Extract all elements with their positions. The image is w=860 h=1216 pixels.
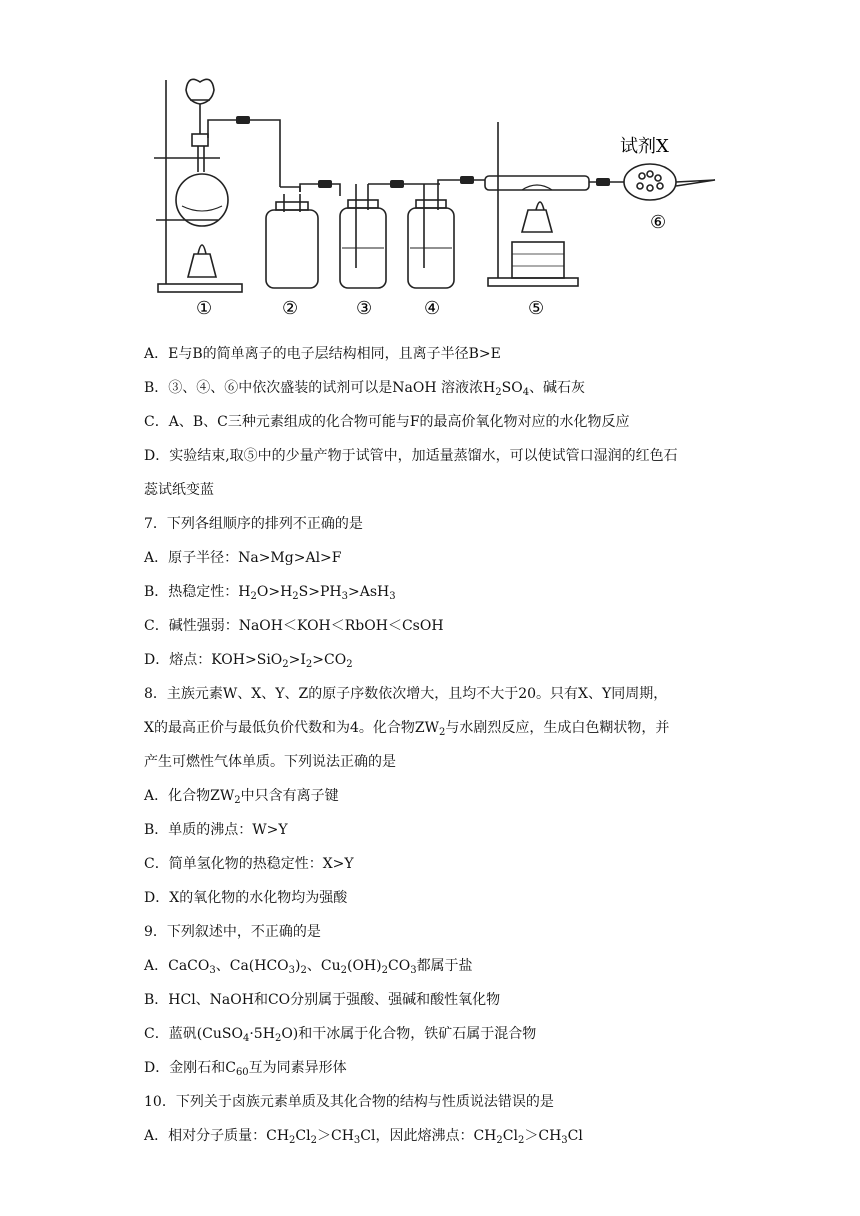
text-span: 7．下列各组顺序的排列不正确的是: [144, 516, 363, 532]
label-4: ④: [424, 298, 441, 319]
label-5: ⑤: [528, 298, 545, 319]
text-line-q7a: [144, 548, 734, 568]
text-line-q6c: [144, 412, 734, 432]
subscript: 2: [305, 659, 313, 670]
label-1: ①: [196, 298, 213, 319]
subscript: 2: [282, 659, 289, 670]
text-span: CO: [387, 958, 411, 974]
subscript: 3: [288, 965, 296, 976]
subscript: 3: [389, 591, 396, 602]
text-line-q8d: [144, 786, 734, 806]
text-span: O)和干冰属于化合物，铁矿石属于混合物: [281, 1026, 537, 1042]
text-span: Cl，因此熔沸点：CH: [360, 1128, 497, 1144]
text-line-q7: [144, 514, 734, 534]
text-line-q8f: [144, 854, 734, 874]
text-span: X的最高正价与最低负价代数和为4。化合物ZW: [144, 720, 439, 736]
text-line-q9: [144, 922, 734, 942]
subscript: 3: [209, 965, 216, 976]
subscript: 2: [292, 591, 299, 602]
text-line-q7c: [144, 616, 734, 636]
text-span: >I: [288, 652, 306, 668]
subscript: 60: [235, 1067, 249, 1078]
label-6: ⑥: [650, 212, 667, 233]
text-span: 互为同素异形体: [248, 1060, 347, 1076]
text-line-q6b: [144, 378, 734, 398]
text-span: B．热稳定性：H: [144, 584, 251, 600]
subscript: 2: [496, 1135, 503, 1146]
text-span: C．简单氢化物的热稳定性：X>Y: [144, 856, 354, 872]
text-span: Cl: [502, 1128, 518, 1144]
text-line-q8: [144, 684, 734, 704]
text-span: C．碱性强弱：NaOH＜KOH＜RbOH＜CsOH: [144, 618, 444, 634]
text-span: >CO: [312, 652, 347, 668]
text-span: Cl: [295, 1128, 311, 1144]
subscript: 2: [289, 1135, 296, 1146]
text-span: A．CaCO: [144, 958, 210, 974]
text-line-q8g: [144, 888, 734, 908]
text-span: 、碱石灰: [529, 380, 586, 396]
text-span: A．原子半径：Na>Mg>Al>F: [144, 550, 342, 566]
text-span: SO: [501, 380, 523, 396]
apparatus-2: [266, 184, 340, 288]
text-line-q7d: [144, 650, 734, 670]
text-span: C．A、B、C三种元素组成的化合物可能与F的最高价氧化物对应的水化物反应: [144, 414, 630, 430]
text-line-q9c: [144, 1024, 734, 1044]
text-span: B．HCl、NaOH和CO分别属于强酸、强碱和酸性氧化物: [144, 992, 501, 1008]
subscript: 2: [250, 591, 257, 602]
subscript: 2: [439, 727, 446, 738]
subscript: 2: [300, 965, 307, 976]
text-span: 都属于盐: [416, 958, 473, 974]
text-span: ): [295, 958, 301, 974]
subscript: 2: [340, 965, 347, 976]
text-span: ＞CH: [316, 1128, 354, 1144]
text-line-q7b: [144, 582, 734, 602]
text-span: 10．下列关于卤族元素单质及其化合物的结构与性质说法错误的是: [144, 1094, 554, 1110]
subscript: 2: [517, 1135, 525, 1146]
subscript: 4: [522, 387, 530, 398]
subscript: 2: [346, 659, 353, 670]
subscript: 2: [495, 387, 502, 398]
subscript: 2: [234, 795, 241, 806]
reagent-x-label: 试剂X: [620, 136, 669, 157]
text-span: D．实验结束,取⑤中的少量产物于试管中，加适量蒸馏水，可以使试管口湿润的红色石: [144, 448, 678, 464]
text-span: A．化合物ZW: [144, 788, 235, 804]
apparatus-6: [624, 164, 715, 200]
subscript: 3: [353, 1135, 361, 1146]
text-line-q6a: [144, 344, 734, 364]
text-span: 与水剧烈反应，生成白色糊状物，并: [445, 720, 670, 736]
apparatus-5: [485, 122, 624, 286]
text-span: >AsH: [348, 584, 390, 600]
text-line-q9d: [144, 1058, 734, 1078]
text-line-q6d: [144, 446, 734, 466]
text-span: 中只含有离子键: [240, 788, 339, 804]
text-span: O>H: [256, 584, 293, 600]
text-span: C．蓝矾(CuSO: [144, 1026, 243, 1042]
text-span: 9．下列叙述中，不正确的是: [144, 924, 321, 940]
text-span: 、Ca(HCO: [215, 958, 289, 974]
label-2: ②: [282, 298, 299, 319]
apparatus-figure: [150, 72, 720, 322]
apparatus-1: [154, 79, 280, 292]
text-span: B．③、④、⑥中依次盛装的试剂可以是NaOH 溶液浓H: [144, 380, 496, 396]
text-line-q8e: [144, 820, 734, 840]
text-line-q9b: [144, 990, 734, 1010]
subscript: 2: [274, 1033, 282, 1044]
text-line-q10: [144, 1092, 734, 1112]
text-line-q8c: [144, 752, 734, 772]
subscript: 3: [341, 591, 348, 602]
subscript: 4: [242, 1033, 250, 1044]
text-span: 蕊试纸变蓝: [144, 482, 214, 498]
text-span: 产生可燃性气体单质。下列说法正确的是: [144, 754, 396, 770]
text-span: A．相对分子质量：CH: [144, 1128, 290, 1144]
subscript: 3: [410, 965, 417, 976]
subscript: 2: [310, 1135, 317, 1146]
text-span: D．X的氧化物的水化物均为强酸: [144, 890, 348, 906]
label-3: ③: [356, 298, 373, 319]
subscript: 2: [381, 965, 388, 976]
subscript: 3: [561, 1135, 568, 1146]
rubber-connectors: [236, 116, 610, 188]
text-span: D．金刚石和C: [144, 1060, 236, 1076]
text-span: D．熔点：KOH>SiO: [144, 652, 283, 668]
text-line-q9a: [144, 956, 734, 976]
text-span: 8．主族元素W、X、Y、Z的原子序数依次增大，且均不大于20。只有X、Y同周期，: [144, 686, 668, 702]
text-span: ＞CH: [524, 1128, 562, 1144]
text-span: A．E与B的简单离子的电子层结构相同，且离子半径B>E: [144, 346, 501, 362]
text-span: S>PH: [298, 584, 342, 600]
apparatus-4: [408, 180, 485, 288]
text-span: 、Cu: [306, 958, 341, 974]
text-span: Cl: [567, 1128, 583, 1144]
text-line-q8b: [144, 718, 734, 738]
text-span: (OH): [346, 958, 382, 974]
text-span: B．单质的沸点：W>Y: [144, 822, 288, 838]
text-line-q10a: [144, 1126, 734, 1146]
text-line-q6d2: [144, 480, 734, 500]
text-span: ·5H: [249, 1026, 275, 1042]
